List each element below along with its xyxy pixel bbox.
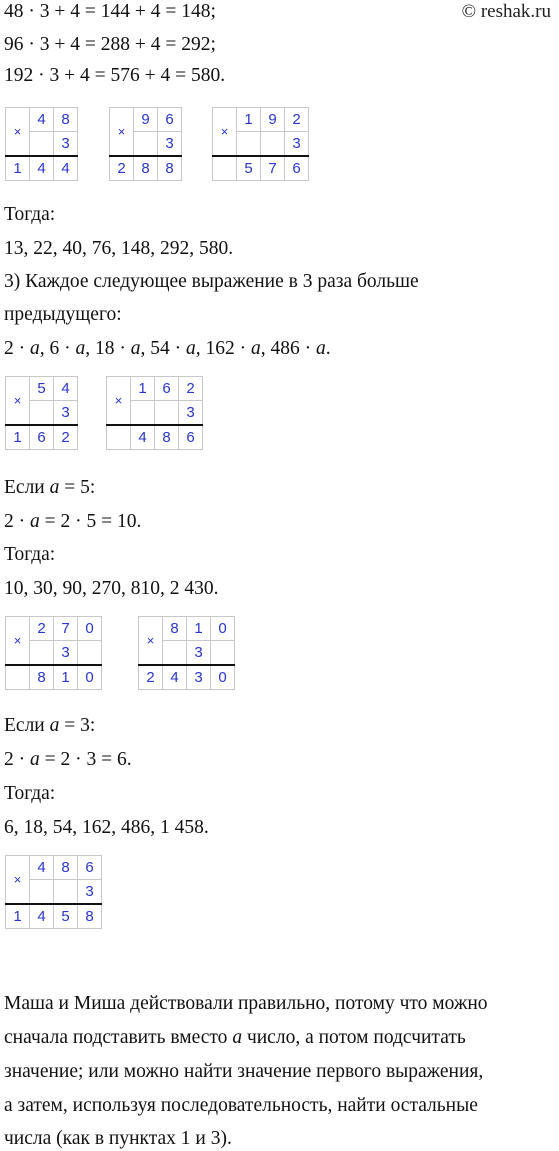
digit-cell: 2 xyxy=(139,665,163,690)
digit-cell: 3 xyxy=(54,401,78,426)
digit-cell: 8 xyxy=(134,156,158,181)
times-sign: × xyxy=(107,377,131,426)
digit-cell: 0 xyxy=(211,617,235,641)
conclusion-line-1: Маша и Миша действовали правильно, потому что можно xyxy=(4,993,488,1014)
column-multiplication-96x3 xyxy=(109,107,182,181)
column-multiplication-192x3 xyxy=(212,107,309,181)
conclusion-line-5: числа (как в пунктах 1 и 3). xyxy=(4,1128,232,1149)
digit-cell: 6 xyxy=(158,108,182,132)
times-sign: × xyxy=(139,617,163,666)
digit-cell: 9 xyxy=(261,108,285,132)
digit-cell: 6 xyxy=(30,425,54,450)
digit-cell: 2 xyxy=(285,108,309,132)
conclusion-line-2: сначала подставить вместо a число, а потом подсчитать xyxy=(4,1027,466,1048)
digit-cell xyxy=(163,641,187,666)
digit-cell xyxy=(155,401,179,426)
sequence-line-2: 10, 30, 90, 270, 810, 2 430. xyxy=(4,578,219,599)
equation-line-2: 96 · 3 + 4 = 288 + 4 = 292; xyxy=(4,34,216,55)
digit-cell: 4 xyxy=(131,425,155,450)
digit-cell: 8 xyxy=(158,156,182,181)
sequence-line-3: 6, 18, 54, 162, 486, 1 458. xyxy=(4,817,209,838)
digit-cell: 3 xyxy=(54,641,78,666)
digit-cell: 1 xyxy=(6,156,30,181)
digit-cell: 7 xyxy=(261,156,285,181)
equation-line-1: 48 · 3 + 4 = 144 + 4 = 148; xyxy=(4,1,216,22)
digit-cell xyxy=(107,425,131,450)
digit-cell: 4 xyxy=(30,904,54,929)
sequence-line-1: 13, 22, 40, 76, 148, 292, 580. xyxy=(4,238,234,259)
column-multiplication-162x3 xyxy=(106,376,203,450)
equation-line-3: 192 · 3 + 4 = 576 + 4 = 580. xyxy=(4,65,226,86)
digit-cell: 2 xyxy=(110,156,134,181)
digit-cell: 1 xyxy=(187,617,211,641)
digit-cell: 6 xyxy=(78,856,102,880)
item-3-heading-cont: предыдущего: xyxy=(4,304,122,325)
digit-cell xyxy=(54,880,78,905)
digit-cell xyxy=(213,156,237,181)
condition-a-3: Если a = 3: xyxy=(4,715,96,736)
condition-a-5: Если a = 5: xyxy=(4,477,96,498)
digit-cell: 5 xyxy=(30,377,54,401)
expression-sequence: 2 · a, 6 · a, 18 · a, 54 · a, 162 · a, 486 · a. xyxy=(4,338,331,359)
text-then-3: Тогда: xyxy=(4,783,56,804)
digit-cell: 6 xyxy=(285,156,309,181)
digit-cell: 0 xyxy=(78,665,102,690)
digit-cell: 2 xyxy=(54,425,78,450)
digit-cell: 6 xyxy=(155,377,179,401)
digit-cell: 3 xyxy=(187,665,211,690)
digit-cell xyxy=(78,641,102,666)
digit-cell: 1 xyxy=(237,108,261,132)
digit-cell: 0 xyxy=(211,665,235,690)
digit-cell: 8 xyxy=(30,665,54,690)
text-then-2: Тогда: xyxy=(4,544,56,565)
calc-a-5: 2 · a = 2 · 5 = 10. xyxy=(4,511,142,532)
digit-cell: 4 xyxy=(54,377,78,401)
digit-cell xyxy=(30,401,54,426)
digit-cell xyxy=(237,132,261,157)
column-multiplication-48x3 xyxy=(5,107,78,181)
column-multiplication-270x3 xyxy=(5,616,102,690)
digit-cell: 9 xyxy=(134,108,158,132)
digit-cell: 8 xyxy=(163,617,187,641)
digit-cell xyxy=(134,132,158,157)
digit-cell: 6 xyxy=(179,425,203,450)
times-sign: × xyxy=(6,856,30,905)
digit-cell: 3 xyxy=(187,641,211,666)
digit-cell: 1 xyxy=(131,377,155,401)
digit-cell: 3 xyxy=(54,132,78,157)
digit-cell: 5 xyxy=(237,156,261,181)
digit-cell xyxy=(6,665,30,690)
digit-cell xyxy=(30,880,54,905)
text-then-1: Тогда: xyxy=(4,204,56,225)
digit-cell: 4 xyxy=(30,856,54,880)
digit-cell: 4 xyxy=(163,665,187,690)
digit-cell: 8 xyxy=(54,856,78,880)
digit-cell: 7 xyxy=(54,617,78,641)
item-3-heading: 3) Каждое следующее выражение в 3 раза больше xyxy=(4,271,419,292)
digit-cell: 8 xyxy=(155,425,179,450)
digit-cell xyxy=(30,641,54,666)
times-sign: × xyxy=(6,377,30,426)
conclusion-line-3: значение; или можно найти значение первого выражения, xyxy=(4,1061,484,1082)
digit-cell: 8 xyxy=(54,108,78,132)
digit-cell: 2 xyxy=(179,377,203,401)
calc-a-3: 2 · a = 2 · 3 = 6. xyxy=(4,749,132,770)
digit-cell: 5 xyxy=(54,904,78,929)
digit-cell: 1 xyxy=(6,904,30,929)
column-multiplication-486x3 xyxy=(5,855,102,929)
column-multiplication-810x3 xyxy=(138,616,235,690)
times-sign: × xyxy=(110,108,134,157)
digit-cell: 3 xyxy=(158,132,182,157)
digit-cell: 8 xyxy=(78,904,102,929)
digit-cell: 3 xyxy=(179,401,203,426)
digit-cell: 3 xyxy=(285,132,309,157)
digit-cell: 3 xyxy=(78,880,102,905)
digit-cell: 2 xyxy=(30,617,54,641)
digit-cell xyxy=(30,132,54,157)
times-sign: × xyxy=(6,617,30,666)
digit-cell xyxy=(261,132,285,157)
digit-cell: 4 xyxy=(30,108,54,132)
site-watermark: © reshak.ru xyxy=(461,1,551,22)
times-sign: × xyxy=(6,108,30,157)
digit-cell: 1 xyxy=(54,665,78,690)
digit-cell xyxy=(211,641,235,666)
times-sign: × xyxy=(213,108,237,157)
digit-cell: 0 xyxy=(78,617,102,641)
digit-cell xyxy=(131,401,155,426)
digit-cell: 1 xyxy=(6,425,30,450)
conclusion-line-4: а затем, используя последовательность, найти остальные xyxy=(4,1095,478,1116)
column-multiplication-54x3 xyxy=(5,376,78,450)
digit-cell: 4 xyxy=(54,156,78,181)
digit-cell: 4 xyxy=(30,156,54,181)
